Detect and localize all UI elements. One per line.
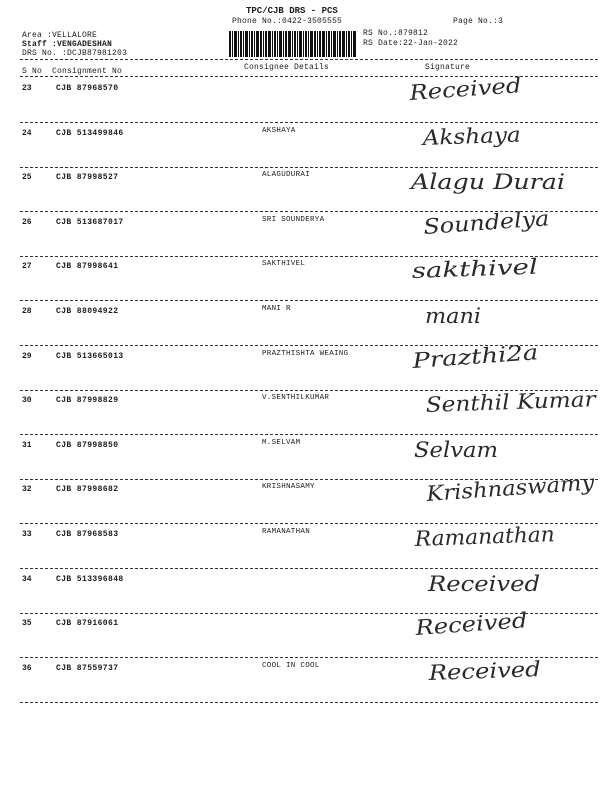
col-header-consignment: Consignment No (52, 67, 123, 76)
svg-text:Krishnaswamy: Krishnaswamy (425, 471, 583, 506)
phone-number: Phone No.:0422-3505555 (232, 17, 343, 26)
row-signature (410, 74, 600, 114)
svg-text:Selvam: Selvam (414, 438, 498, 462)
svg-text:Alagu Durai: Alagu Durai (408, 170, 565, 194)
svg-text:Received: Received (428, 657, 527, 685)
row-signature (426, 386, 600, 426)
row-consignee: COOL IN COOL (262, 662, 320, 670)
row-sno: 33 (22, 530, 32, 539)
area-label: Area :VELLALORE (22, 31, 98, 40)
row-signature (424, 208, 600, 248)
row-consignment-no: CJB 87998850 (56, 441, 119, 450)
svg-text:Received: Received (426, 572, 540, 596)
row-signature (429, 654, 600, 694)
row-signature (425, 297, 600, 337)
row-signature (412, 252, 600, 292)
row-consignee: M.SELVAM (262, 439, 301, 447)
row-consignment-no: CJB 87559737 (56, 664, 119, 673)
col-header-consignee: Consignee Details (244, 63, 330, 72)
row-consignee: SRI SOUNDERYA (262, 216, 325, 224)
row-sno: 24 (22, 129, 32, 138)
row-divider (20, 702, 598, 703)
row-signature (415, 520, 600, 560)
row-consignment-no: CJB 87998829 (56, 396, 119, 405)
row-consignee: SAKTHIVEL (262, 260, 306, 268)
row-sno: 23 (22, 84, 32, 93)
col-header-signature: Signature (425, 63, 471, 72)
row-consignee: AKSHAYA (262, 127, 296, 135)
row-signature (408, 163, 600, 203)
barcode (229, 31, 357, 57)
row-sno: 34 (22, 575, 32, 584)
row-consignee: V.SENTHILKUMAR (262, 394, 330, 402)
row-consignee: KRISHNASAMY (262, 483, 315, 491)
svg-text:Ramanathan: Ramanathan (414, 522, 551, 551)
svg-text:Prazthi2a: Prazthi2a (411, 341, 516, 373)
col-header-sno: S No (22, 67, 43, 76)
row-consignment-no: CJB 513687017 (56, 218, 124, 227)
document-title: TPC/CJB DRS - PCS (246, 6, 338, 16)
row-consignment-no: CJB 513665013 (56, 352, 124, 361)
row-consignment-no: CJB 87998527 (56, 173, 119, 182)
row-signature (416, 609, 600, 649)
svg-text:Senthil Kumar: Senthil Kumar (425, 387, 580, 417)
row-signature (423, 119, 600, 159)
row-sno: 31 (22, 441, 32, 450)
row-sno: 27 (22, 262, 32, 271)
header-rule-top (20, 59, 598, 60)
row-sno: 32 (22, 485, 32, 494)
row-consignment-no: CJB 513499846 (56, 129, 124, 138)
row-sno: 28 (22, 307, 32, 316)
row-sno: 35 (22, 619, 32, 628)
row-consignment-no: CJB 87968583 (56, 530, 119, 539)
row-consignee: ALAGUDURAI (262, 171, 311, 179)
row-consignee: PRAZTHISHTA WEAING (262, 350, 349, 358)
row-signature (425, 471, 600, 515)
staff-label: Staff :VENGADESHAN (22, 40, 113, 49)
row-consignment-no: CJB 87968570 (56, 84, 119, 93)
row-sno: 30 (22, 396, 32, 405)
row-consignment-no: CJB 87998682 (56, 485, 119, 494)
row-sno: 36 (22, 664, 32, 673)
row-sno: 26 (22, 218, 32, 227)
row-consignment-no: CJB 87916061 (56, 619, 119, 628)
rs-number: RS No.:879812 (363, 29, 429, 38)
row-signature (428, 565, 600, 605)
svg-text:sakthivel: sakthivel (411, 255, 508, 283)
row-consignee: MANI R (262, 305, 291, 313)
row-consignment-no: CJB 513396848 (56, 575, 124, 584)
drs-number: DRS No. :DCJB87981203 (22, 49, 128, 58)
row-signature (413, 342, 600, 382)
row-consignment-no: CJB 88094922 (56, 307, 119, 316)
row-sno: 29 (22, 352, 32, 361)
row-consignment-no: CJB 87998641 (56, 262, 119, 271)
rs-date: RS Date:22-Jan-2022 (363, 39, 459, 48)
row-signature (414, 431, 600, 471)
row-sno: 25 (22, 173, 32, 182)
svg-text:Received: Received (414, 609, 514, 640)
svg-text:Akshaya: Akshaya (422, 122, 513, 150)
svg-text:Received: Received (408, 74, 508, 105)
page-number: Page No.:3 (453, 17, 504, 26)
row-consignee: RAMANATHAN (262, 528, 311, 536)
svg-text:mani: mani (425, 304, 481, 328)
svg-text:Soundelya: Soundelya (422, 207, 536, 239)
